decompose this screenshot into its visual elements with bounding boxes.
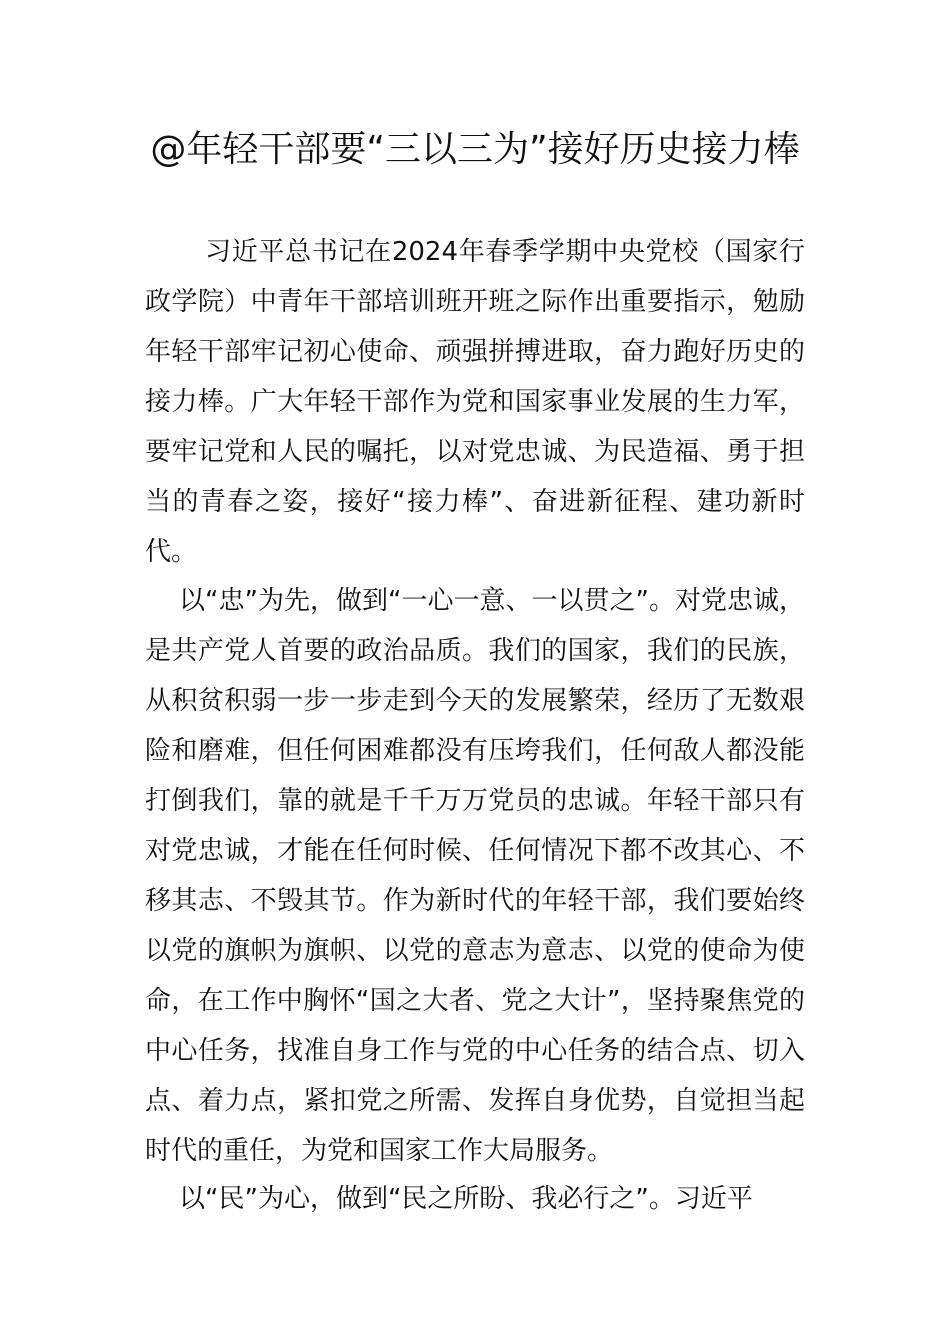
- paragraph-intro: 习近平总书记在2024年春季学期中央党校（国家行政学院）中青年干部培训班开班之际作出重要指示，勉励年轻干部牢记初心使命、顽强拼搏进取，奋力跑好历史的接力棒。广大年轻干部作为党和国家事业发展的生力军，要牢记党和人民的嘱托，以对党忠诚、为民造福、勇于担当的青春之姿，接好“接力棒”、奋进新征程、建功新时代。: [145, 237, 805, 567]
- paragraph-loyalty: 以“忠”为先，做到“一心一意、一以贯之”。对党忠诚，是共产党人首要的政治品质。我们的国家，我们的民族，从积贫积弱一步一步走到今天的发展繁荣，经历了无数艰险和磨难，但任何困难都没有压垮我们，任何敌人都没能打倒我们，靠的就是千千万万党员的忠诚。年轻干部只有对党忠诚，才能在任何时候、任何情况下都不改其心、不移其志、不毁其节。作为新时代的年轻干部，我们要始终以党的旗帜为旗帜、以党的意志为意志、以党的使命为使命，在工作中胸怀“国之大者、党之大计”，坚持聚焦党的中心任务，找准自身工作与党的中心任务的结合点、切入点、着力点，紧扣党之所需、发挥自身优势，自觉担当起时代的重任，为党和国家工作大局服务。: [145, 586, 805, 1166]
- paragraph-people: 以“民”为心，做到“民之所盼、我必行之”。习近平: [179, 1184, 753, 1214]
- document-title: @年轻干部要“三以三为”接好历史接力棒: [150, 129, 800, 170]
